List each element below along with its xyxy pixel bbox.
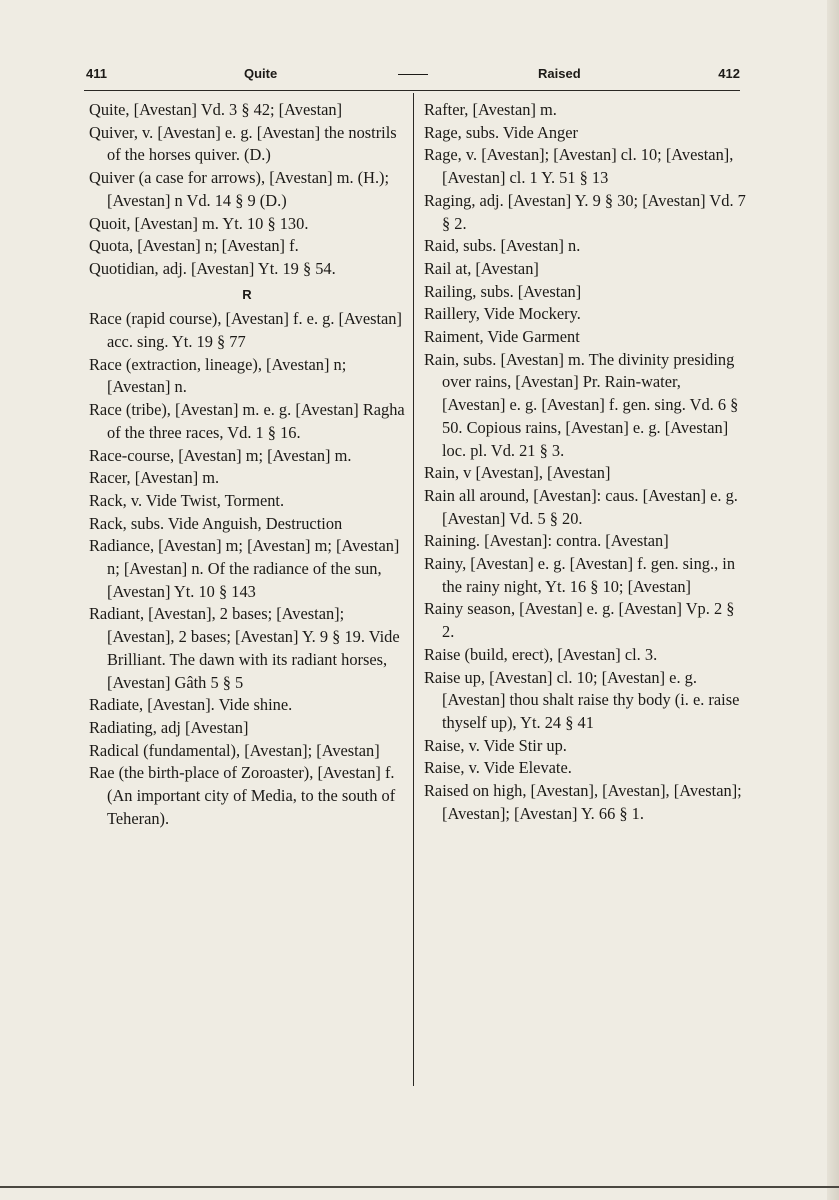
right-column — [424, 99, 746, 826]
entry-rack-v: Rack, v. Vide Twist, Torment. — [89, 490, 285, 510]
entry-rail-at: Rail at, [Avestan] — [424, 258, 539, 278]
entry-quota: Quota, [Avestan] n; [Avestan] f. — [89, 236, 299, 256]
entry-quotidian: Quotidian, adj. [Avestan] Yt. 19 § 54. — [89, 258, 336, 278]
page-header — [86, 62, 740, 84]
left-guide-word: Quite — [244, 66, 278, 81]
entry-rain-subs: Rain, subs. [Avestan] m. The divinity presiding over rains, [Avestan] Pr. Rain-water, [Avestan] e. g. [Avestan] f. gen. sing. Vd. 6 § 50. Copious rains, [Avestan] e. g. [Avestan] loc. pl. Vd. 21 § 3. — [424, 349, 739, 460]
entry-race-course: Race-course, [Avestan] m; [Avestan] m. — [89, 445, 352, 465]
entry-raillery: Raillery, Vide Mockery. — [424, 304, 581, 324]
entry-raised-on-high: Raised on high, [Avestan], [Avestan], [Avestan]; [Avestan]; [Avestan] Y. 66 § 1. — [424, 781, 742, 823]
entry-quiver-case: Quiver (a case for arrows), [Avestan] m. (H.); [Avestan] n Vd. 14 § 9 (D.) — [89, 168, 390, 210]
entry-railing: Railing, subs. [Avestan] — [424, 281, 582, 301]
right-page-number: 412 — [718, 66, 740, 81]
header-rule — [84, 90, 740, 91]
entry-raging: Raging, adj. [Avestan] Y. 9 § 30; [Avestan] Vd. 7 § 2. — [424, 190, 746, 233]
entry-quiver-v: Quiver, v. [Avestan] e. g. [Avestan] the nostrils of the horses quiver. (D.) — [89, 122, 397, 165]
entry-raise-stir: Raise, v. Vide Stir up. — [424, 735, 567, 755]
entry-radiant: Radiant, [Avestan], 2 bases; [Avestan]; [Avestan], 2 bases; [Avestan] Y. 9 § 19. Vide Brilliant. The dawn with its radiant horses, [Avestan] Gâth 5 § 5 — [89, 604, 400, 692]
entry-quoit: Quoit, [Avestan] m. Yt. 10 § 130. — [89, 213, 309, 233]
entry-race-lineage: Race (extraction, lineage), [Avestan] n; [Avestan] n. — [89, 354, 347, 397]
entry-rainy: Rainy, [Avestan] e. g. [Avestan] f. gen. sing., in the rainy night, Yt. 16 § 10; [Avestan] — [424, 554, 736, 596]
right-guide-word: Raised — [538, 66, 581, 81]
entry-radiance: Radiance, [Avestan] m; [Avestan] m; [Avestan] n; [Avestan] n. Of the radiance of the sun, [Avestan] Yt. 10 § 143 — [89, 536, 400, 601]
entry-rainy-season: Rainy season, [Avestan] e. g. [Avestan] Vp. 2 § 2. — [424, 599, 735, 642]
section-letter-r: R — [242, 286, 252, 302]
entry-raise-elevate: Raise, v. Vide Elevate. — [424, 758, 572, 778]
entry-radical: Radical (fundamental), [Avestan]; [Avestan] — [89, 740, 380, 760]
entry-quite: Quite, [Avestan] Vd. 3 § 42; [Avestan] — [89, 100, 343, 119]
entry-rain-v: Rain, v [Avestan], [Avestan] — [424, 463, 611, 483]
entry-raiment: Raiment, Vide Garment — [424, 327, 580, 347]
left-column — [89, 99, 405, 831]
left-page-number: 411 — [86, 66, 107, 81]
page-edge — [827, 0, 839, 1200]
entry-raise-up: Raise up, [Avestan] cl. 10; [Avestan] e. g. [Avestan] thou shalt raise thy body (i. e. raise thyself up), Yt. 24 § 41 — [424, 667, 740, 732]
entry-rae: Rae (the birth-place of Zoroaster), [Avestan] f. (An important city of Media, to the south of Teheran). — [89, 763, 396, 828]
entry-radiating: Radiating, adj [Avestan] — [89, 717, 249, 737]
entry-radiate: Radiate, [Avestan]. Vide shine. — [89, 695, 293, 715]
entry-rack-subs: Rack, subs. Vide Anguish, Destruction — [89, 513, 343, 533]
entry-rafter: Rafter, [Avestan] m. — [424, 100, 557, 119]
entry-raid: Raid, subs. [Avestan] n. — [424, 236, 581, 256]
bottom-rule — [0, 1186, 839, 1188]
entry-racer: Racer, [Avestan] m. — [89, 468, 220, 488]
entry-race-tribe: Race (tribe), [Avestan] m. e. g. [Avestan] Ragha of the three races, Vd. 1 § 16. — [89, 400, 405, 442]
column-divider — [413, 93, 414, 1086]
entry-raining: Raining. [Avestan]: contra. [Avestan] — [424, 531, 669, 551]
header-dash — [398, 74, 428, 75]
entry-race-course-rapid: Race (rapid course), [Avestan] f. e. g. [Avestan] acc. sing. Yt. 19 § 77 — [89, 309, 402, 352]
entry-rage-v: Rage, v. [Avestan]; [Avestan] cl. 10; [Avestan], [Avestan] cl. 1 Y. 51 § 13 — [424, 145, 734, 188]
entry-rage-subs: Rage, subs. Vide Anger — [424, 122, 578, 142]
entry-raise-build: Raise (build, erect), [Avestan] cl. 3. — [424, 644, 658, 664]
entry-rain-all-around: Rain all around, [Avestan]: caus. [Avestan] e. g. [Avestan] Vd. 5 § 20. — [424, 485, 738, 528]
